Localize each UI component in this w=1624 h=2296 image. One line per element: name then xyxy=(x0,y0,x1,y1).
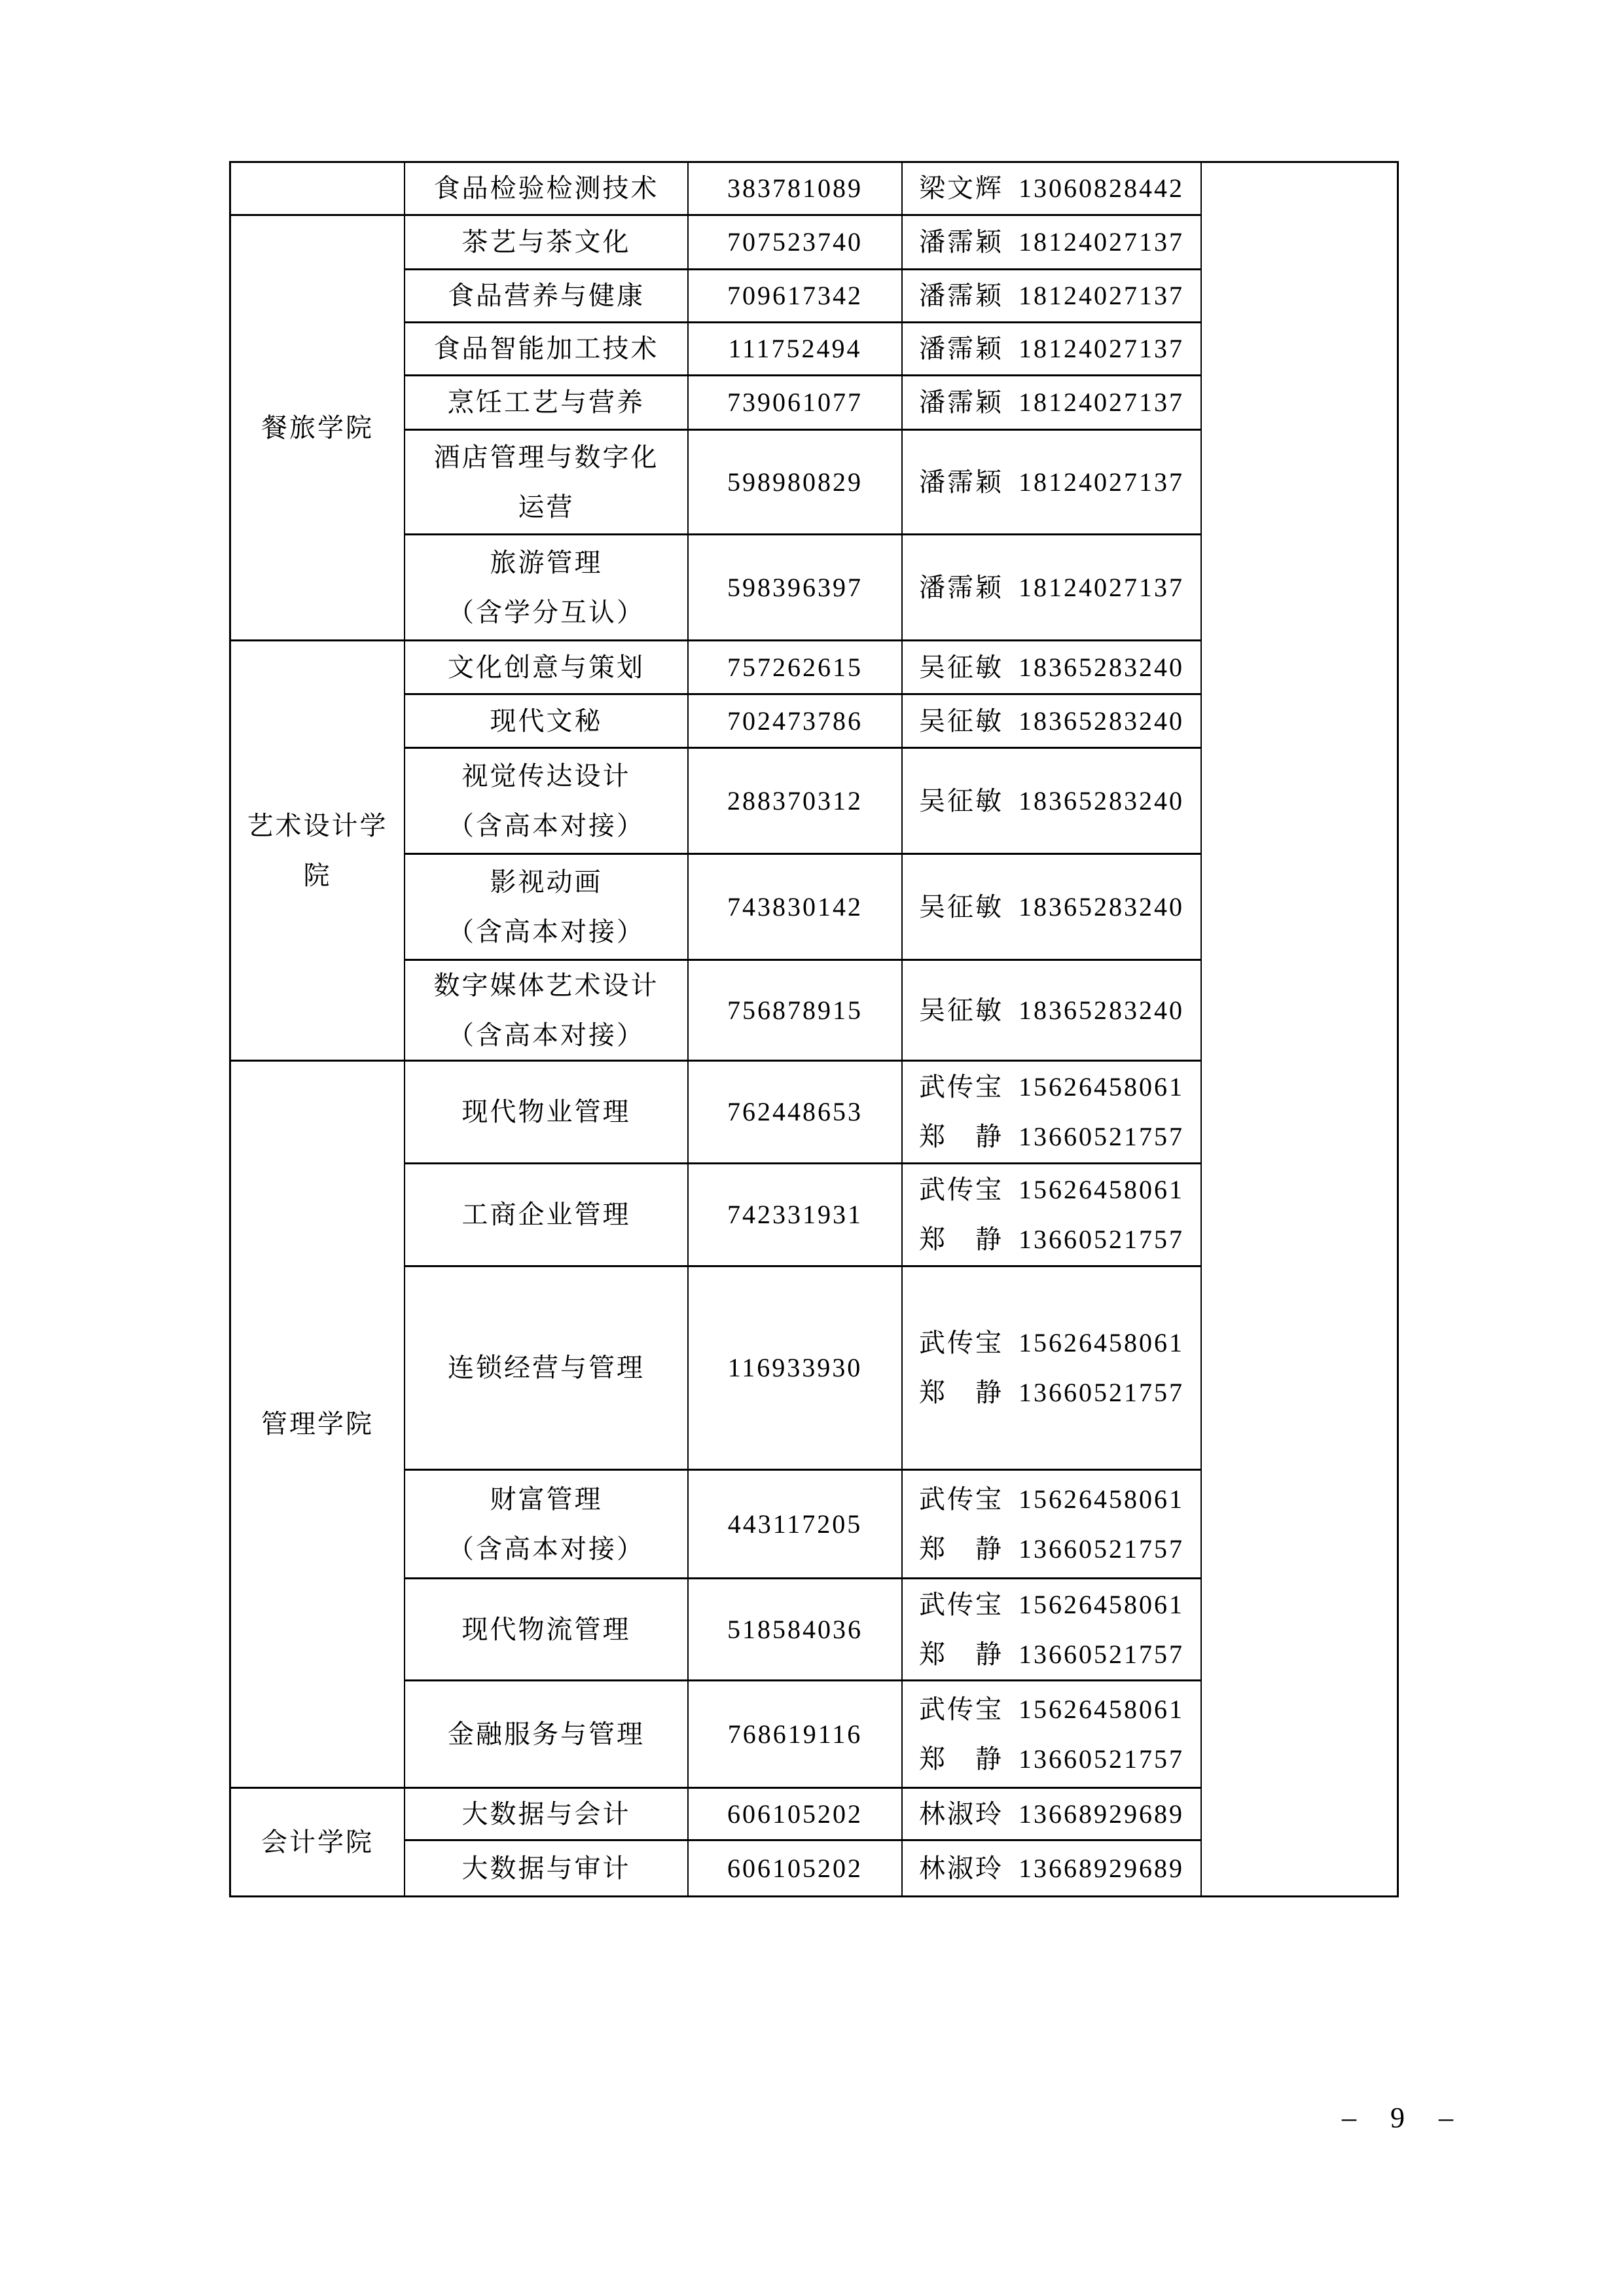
enrollment-contact-table xyxy=(229,161,1399,1897)
qq-group-number: 518584036 xyxy=(727,1614,863,1644)
contact-cell xyxy=(903,1267,1202,1471)
major-name-line: 酒店管理与数字化 xyxy=(433,442,659,472)
qq-group-number: 743830142 xyxy=(727,891,863,922)
major-name-line: 工商企业管理 xyxy=(461,1200,631,1229)
major-cell xyxy=(405,376,689,431)
contact-line: 武传宝 15626458061 xyxy=(919,1328,1184,1357)
qq-group-number: 707523740 xyxy=(727,227,863,257)
contact-cell xyxy=(903,431,1202,535)
major-cell xyxy=(405,855,689,961)
qq-group-number: 757262615 xyxy=(727,652,863,682)
major-name-line: 茶艺与茶文化 xyxy=(461,227,631,257)
contact-line: 林淑玲 13668929689 xyxy=(919,1853,1184,1883)
qq-group-cell xyxy=(689,695,903,749)
contact-line: 吴征敏 18365283240 xyxy=(919,891,1184,922)
major-cell xyxy=(405,749,689,855)
qq-group-number: 762448653 xyxy=(727,1097,863,1126)
qq-group-cell xyxy=(689,376,903,431)
major-name-line: 大数据与会计 xyxy=(461,1799,631,1829)
qq-group-number: 742331931 xyxy=(727,1200,863,1229)
college-cell xyxy=(231,163,405,216)
contact-line: 武传宝 15626458061 xyxy=(919,1175,1184,1204)
major-cell xyxy=(405,1579,689,1681)
major-name-line: 影视动画 xyxy=(490,867,603,897)
contact-line: 郑 静 13660521757 xyxy=(919,1378,1184,1407)
qq-group-number: 598396397 xyxy=(727,572,863,602)
qq-group-number: 443117205 xyxy=(727,1509,863,1539)
contact-cell xyxy=(903,216,1202,270)
contact-line: 吴征敏 18365283240 xyxy=(919,785,1184,816)
qq-group-cell xyxy=(689,216,903,270)
qq-group-cell xyxy=(689,431,903,535)
qq-group-cell xyxy=(689,535,903,641)
contact-cell xyxy=(903,376,1202,431)
college-name-line: 艺术设计学 xyxy=(247,810,388,840)
contact-cell xyxy=(903,1841,1202,1895)
contact-line: 吴征敏 18365283240 xyxy=(919,652,1184,682)
major-name-line: 现代文秘 xyxy=(490,706,603,736)
qq-group-number: 598980829 xyxy=(727,467,863,497)
contact-line: 潘霈颖 18124027137 xyxy=(919,227,1184,257)
contact-line: 武传宝 15626458061 xyxy=(919,1589,1184,1619)
major-cell xyxy=(405,1681,689,1789)
major-name-line: 食品检验检测技术 xyxy=(433,173,659,203)
major-name-line: （含高本对接） xyxy=(448,1534,645,1564)
major-name-line: （含高本对接） xyxy=(448,1020,645,1050)
qq-group-number: 288370312 xyxy=(727,785,863,816)
college-name-line: 餐旅学院 xyxy=(261,412,374,442)
major-name-line: （含高本对接） xyxy=(448,916,645,946)
major-cell xyxy=(405,1789,689,1841)
college-cell xyxy=(231,216,405,641)
major-cell xyxy=(405,163,689,216)
qq-group-number: 606105202 xyxy=(727,1799,863,1829)
qq-group-cell xyxy=(689,270,903,323)
empty-notes-cell xyxy=(1202,163,1397,1895)
qq-group-cell xyxy=(689,641,903,695)
contact-line: 潘霈颖 18124027137 xyxy=(919,572,1184,602)
contact-line: 梁文辉 13060828442 xyxy=(919,173,1184,203)
qq-group-cell xyxy=(689,1164,903,1267)
contact-line: 潘霈颖 18124027137 xyxy=(919,467,1184,497)
contact-line: 潘霈颖 18124027137 xyxy=(919,281,1184,310)
major-name-line: 财富管理 xyxy=(490,1484,603,1514)
qq-group-cell xyxy=(689,961,903,1062)
major-name-line: 大数据与审计 xyxy=(461,1853,631,1883)
major-name-line: 金融服务与管理 xyxy=(448,1719,645,1749)
major-name-line: 数字媒体艺术设计 xyxy=(433,970,659,1000)
qq-group-cell xyxy=(689,1681,903,1789)
college-cell xyxy=(231,1789,405,1895)
contact-line: 武传宝 15626458061 xyxy=(919,1694,1184,1724)
contact-cell xyxy=(903,1681,1202,1789)
qq-group-cell xyxy=(689,855,903,961)
major-name-line: 文化创意与策划 xyxy=(448,652,645,682)
contact-line: 潘霈颖 18124027137 xyxy=(919,334,1184,363)
major-name-line: 视觉传达设计 xyxy=(461,761,631,791)
qq-group-number: 606105202 xyxy=(727,1853,863,1883)
contact-line: 郑 静 13660521757 xyxy=(919,1225,1184,1254)
contact-line: 武传宝 15626458061 xyxy=(919,1072,1184,1102)
major-cell xyxy=(405,216,689,270)
major-cell xyxy=(405,1062,689,1164)
college-name-line: 会计学院 xyxy=(261,1827,374,1857)
qq-group-number: 111752494 xyxy=(728,334,862,363)
qq-group-number: 756878915 xyxy=(727,995,863,1025)
contact-cell xyxy=(903,1789,1202,1841)
major-cell xyxy=(405,1164,689,1267)
qq-group-number: 383781089 xyxy=(727,173,863,203)
college-cell xyxy=(231,1062,405,1789)
contact-cell xyxy=(903,961,1202,1062)
college-name-line: 管理学院 xyxy=(261,1409,374,1439)
contact-cell xyxy=(903,323,1202,376)
major-cell xyxy=(405,323,689,376)
contact-line: 林淑玲 13668929689 xyxy=(919,1799,1184,1829)
qq-group-cell xyxy=(689,1579,903,1681)
contact-line: 武传宝 15626458061 xyxy=(919,1484,1184,1514)
major-cell xyxy=(405,270,689,323)
major-cell xyxy=(405,961,689,1062)
qq-group-number: 709617342 xyxy=(727,281,863,310)
contact-cell xyxy=(903,855,1202,961)
contact-line: 吴征敏 18365283240 xyxy=(919,706,1184,736)
qq-group-cell xyxy=(689,1471,903,1579)
contact-line: 郑 静 13660521757 xyxy=(919,1744,1184,1774)
qq-group-cell xyxy=(689,323,903,376)
major-cell xyxy=(405,1267,689,1471)
qq-group-number: 702473786 xyxy=(727,706,863,736)
college-cell xyxy=(231,641,405,1062)
major-cell xyxy=(405,431,689,535)
qq-group-cell xyxy=(689,163,903,216)
major-name-line: 连锁经营与管理 xyxy=(448,1353,645,1382)
contact-cell xyxy=(903,1579,1202,1681)
contact-cell xyxy=(903,270,1202,323)
contact-cell xyxy=(903,1062,1202,1164)
major-cell xyxy=(405,1841,689,1895)
major-cell xyxy=(405,641,689,695)
contact-cell xyxy=(903,641,1202,695)
major-cell xyxy=(405,535,689,641)
major-name-line: 食品智能加工技术 xyxy=(433,334,659,363)
contact-cell xyxy=(903,749,1202,855)
contact-line: 郑 静 13660521757 xyxy=(919,1639,1184,1669)
contact-cell xyxy=(903,535,1202,641)
contact-line: 郑 静 13660521757 xyxy=(919,1122,1184,1151)
qq-group-number: 768619116 xyxy=(727,1719,863,1749)
major-name-line: （含学分互认） xyxy=(448,597,645,627)
contact-line: 潘霈颖 18124027137 xyxy=(919,387,1184,417)
qq-group-cell xyxy=(689,749,903,855)
college-name-line: 院 xyxy=(303,860,332,890)
qq-group-cell xyxy=(689,1267,903,1471)
qq-group-cell xyxy=(689,1789,903,1841)
contact-cell xyxy=(903,1164,1202,1267)
contact-line: 郑 静 13660521757 xyxy=(919,1534,1184,1564)
contact-cell xyxy=(903,1471,1202,1579)
major-name-line: 旅游管理 xyxy=(490,547,603,577)
qq-group-number: 116933930 xyxy=(727,1353,863,1382)
major-name-line: 烹饪工艺与营养 xyxy=(448,387,645,417)
major-name-line: 现代物流管理 xyxy=(461,1614,631,1644)
major-name-line: 现代物业管理 xyxy=(461,1097,631,1126)
contact-line: 吴征敏 18365283240 xyxy=(919,995,1184,1025)
page-number: – 9 – xyxy=(1342,2102,1460,2134)
qq-group-cell xyxy=(689,1062,903,1164)
qq-group-number: 739061077 xyxy=(727,387,863,417)
major-name-line: 运营 xyxy=(518,492,575,522)
qq-group-cell xyxy=(689,1841,903,1895)
major-cell xyxy=(405,695,689,749)
contact-cell xyxy=(903,695,1202,749)
major-name-line: 食品营养与健康 xyxy=(448,281,645,310)
major-cell xyxy=(405,1471,689,1579)
major-name-line: （含高本对接） xyxy=(448,810,645,840)
contact-cell xyxy=(903,163,1202,216)
